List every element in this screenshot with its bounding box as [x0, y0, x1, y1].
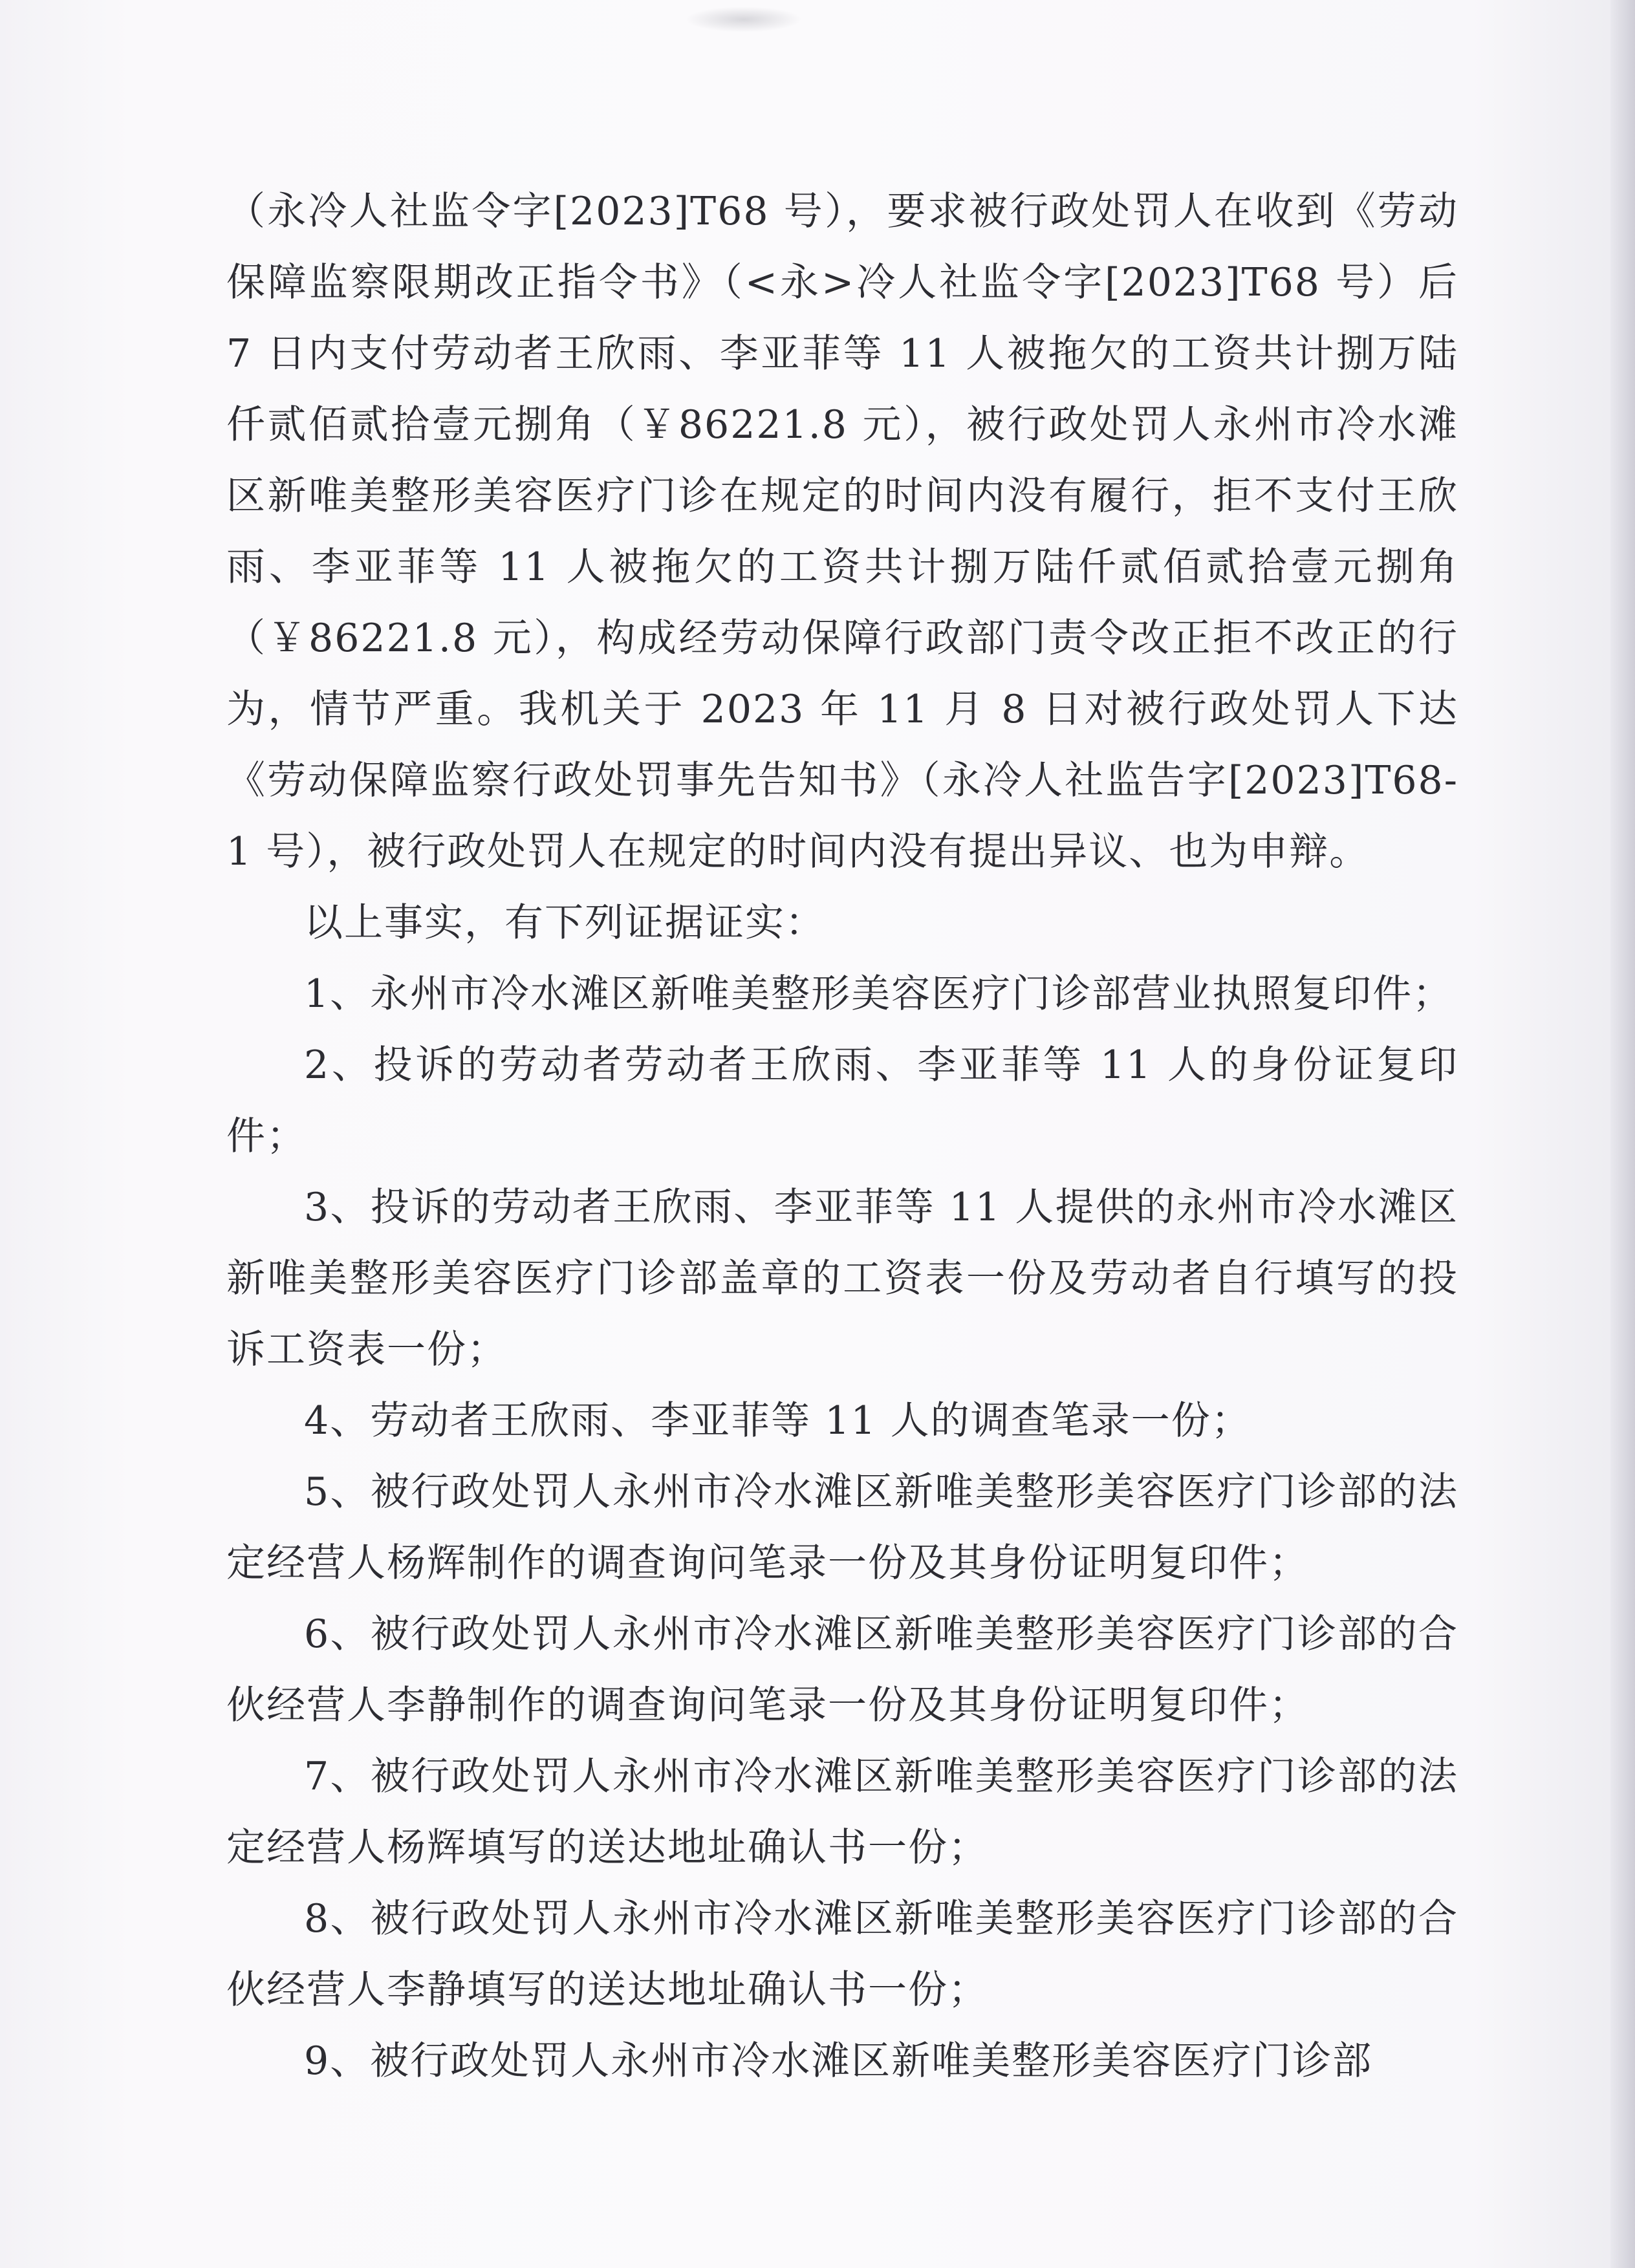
evidence-item-6: 6、被行政处罚人永州市冷水滩区新唯美整形美容医疗门诊部的合伙经营人李静制作的调查询问笔录一份及其身份证明复印件；	[226, 1612, 1458, 1728]
document-body	[226, 176, 1458, 2097]
scan-smudge	[686, 6, 802, 32]
page-edge-shadow	[1610, 0, 1635, 2268]
paragraph-evidence-intro: 以上事实，有下列证据证实：	[304, 900, 825, 945]
evidence-item-4: 4、劳动者王欣雨、李亚菲等 11 人的调查笔录一份；	[304, 1398, 1251, 1443]
evidence-item-5: 5、被行政处罚人永州市冷水滩区新唯美整形美容医疗门诊部的法定经营人杨辉制作的调查询问笔录一份及其身份证明复印件；	[226, 1469, 1458, 1586]
evidence-item-9: 9、被行政处罚人永州市冷水滩区新唯美整形美容医疗门诊部	[304, 2038, 1373, 2084]
evidence-item-1: 1、永州市冷水滩区新唯美整形美容医疗门诊部营业执照复印件；	[304, 971, 1453, 1017]
evidence-item-7: 7、被行政处罚人永州市冷水滩区新唯美整形美容医疗门诊部的法定经营人杨辉填写的送达地址确认书一份；	[226, 1754, 1458, 1870]
evidence-item-3: 3、投诉的劳动者王欣雨、李亚菲等 11 人提供的永州市冷水滩区新唯美整形美容医疗门诊部盖章的工资表一份及劳动者自行填写的投诉工资表一份；	[226, 1185, 1458, 1372]
paragraph-facts: （永冷人社监令字[2023]T68 号），要求被行政处罚人在收到《劳动保障监察限期改正指令书》（<永>冷人社监令字[2023]T68 号）后 7 日内支付劳动者王欣雨、李亚菲等 11 人被拖欠的工资共计捌万陆仟贰佰贰拾壹元捌角（￥86221.8 元），被行政处罚人永州市冷水滩区新唯美整形美容医疗门诊在规定的时间内没有履行，拒不支付王欣雨、李亚菲等 11 人被拖欠的工资共计捌万陆仟贰佰贰拾壹元捌角（￥86221.8 元），构成经劳动保障行政部门责令改正拒不改正的行为，情节严重。我机关于 2023 年 11 月 8 日对被行政处罚人下达《劳动保障监察行政处罚事先告知书》（永冷人社监告字[2023]T68-1 号），被行政处罚人在规定的时间内没有提出异议、也为申辩。	[226, 189, 1458, 874]
evidence-item-2: 2、投诉的劳动者劳动者王欣雨、李亚菲等 11 人的身份证复印件；	[226, 1042, 1458, 1159]
evidence-item-8: 8、被行政处罚人永州市冷水滩区新唯美整形美容医疗门诊部的合伙经营人李静填写的送达地址确认书一份；	[226, 1896, 1458, 2013]
